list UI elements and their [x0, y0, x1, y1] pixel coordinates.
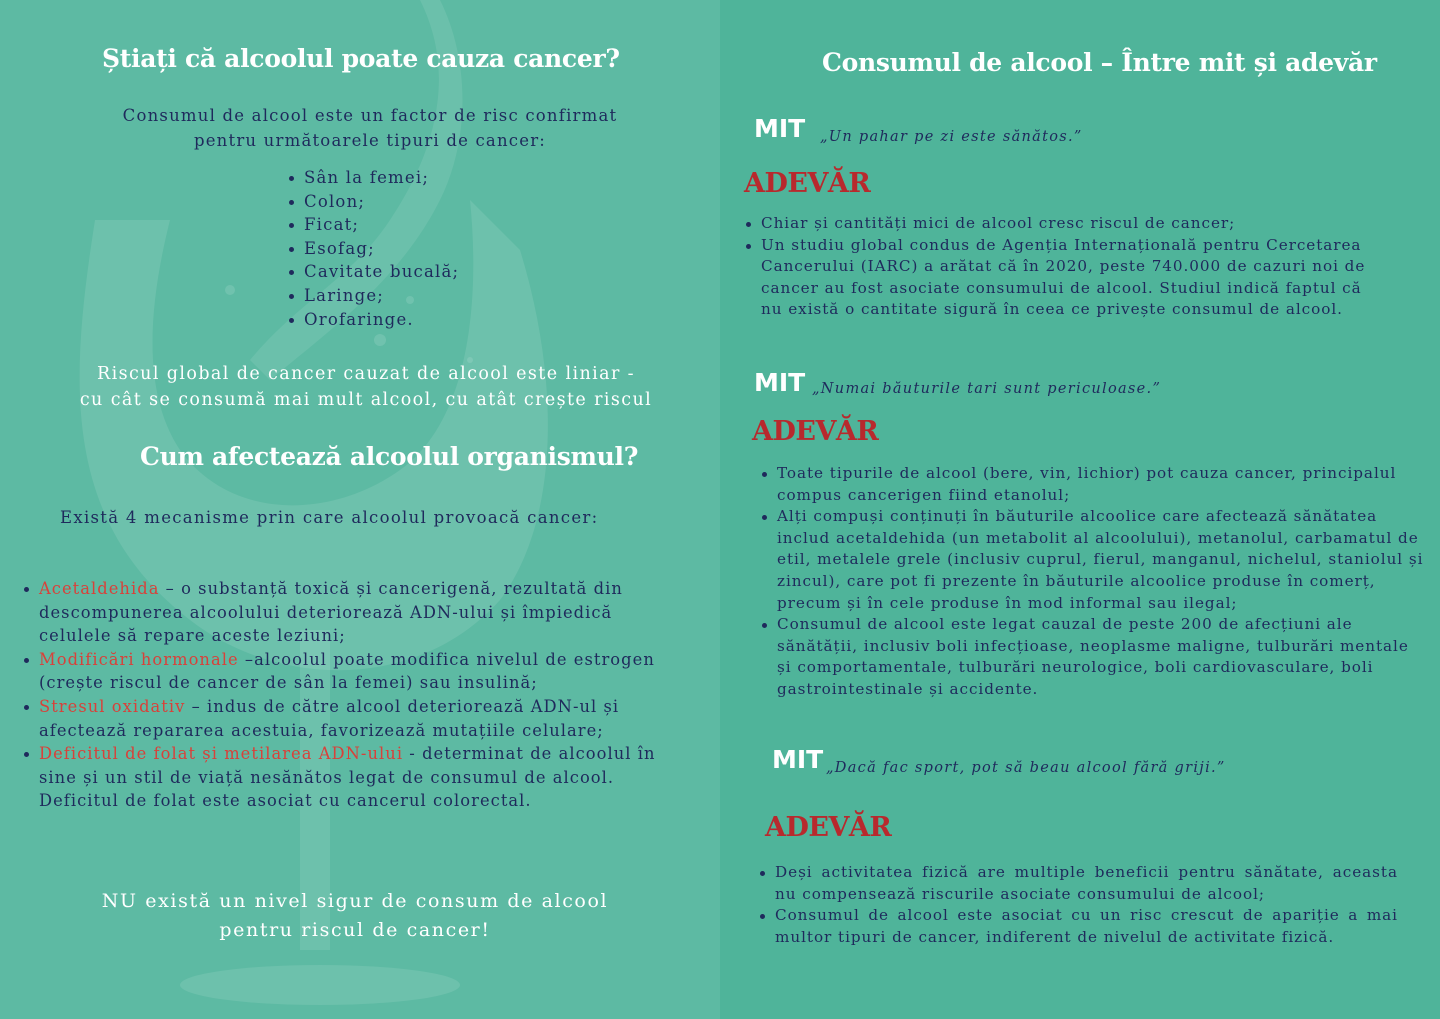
list-item: Colon; — [286, 190, 459, 214]
left-title-cancer: Știați că alcoolul poate cauza cancer? — [102, 44, 620, 73]
list-item — [22, 577, 688, 648]
myth-2-facts — [760, 463, 1424, 701]
risk-line-2: cu cât se consumă mai mult alcool, cu atât crește riscul — [79, 390, 653, 410]
list-item — [22, 648, 688, 695]
mechanism-term: Deficitul de folat și metilarea ADN-ului — [39, 744, 404, 764]
mechanism-text: –alcoolul poate modifica nivelul de estrogen (crește riscul de cancer de sân la femei) sau insulină; — [39, 649, 655, 693]
right-title: Consumul de alcool – Între mit și adevăr — [822, 48, 1377, 77]
list-item: Esofag; — [286, 237, 459, 261]
list-item — [22, 742, 688, 813]
list-item: Un studiu global condus de Agenția Internațională pentru Cercetarea Cancerului (IARC) a arătat că în 2020, peste 740.000 de cazuri noi de cancer au fost asociate consumului de alcool. Studiul indică faptul că nu există o cantitate sigură în ceea ce privește consumul de alcool. — [744, 235, 1384, 321]
myth-quote-1: „Un pahar pe zi este sănătos.” — [820, 129, 1083, 145]
mit-label: MIT — [754, 368, 806, 397]
cancer-types-list — [286, 166, 459, 331]
mechanism-term: Acetaldehida — [39, 579, 160, 598]
list-item: Sân la femei; — [286, 166, 459, 190]
footer-line-1: NU există un nivel sigur de consum de alcool — [101, 890, 609, 912]
risk-line-1: Riscul global de cancer cauzat de alcool este liniar - — [97, 364, 635, 384]
myth-1-facts — [744, 213, 1384, 321]
list-item: Consumul de alcool este legat cauzal de peste 200 de afecțiuni ale sănătății, inclusiv boli infecțioase, neoplasme maligne, tulburări mentale și comportamentale, tulburări neurologice, boli cardiovasculare, boli gastrointestinale și accidente. — [760, 614, 1424, 700]
list-item: Ficat; — [286, 213, 459, 237]
list-item: Alți compuși conținuți în băuturile alcoolice care afectează sănătatea includ acetaldehida (un metabolit al alcoolului), metanolul, carbamatul de etil, metalele grele (inclusiv cuprul, fierul, manganul, nichelul, staniolul și zincul), care pot fi prezente în băuturile alcoolice produse în comerț, precum și în cele produse în mod informal sau ilegal; — [760, 506, 1424, 614]
intro-line-1: Consumul de alcool este un factor de risc confirmat — [122, 106, 618, 125]
list-item: Toate tipurile de alcool (bere, vin, lichior) pot cauza cancer, principalul compus cancerigen fiind etanolul; — [760, 463, 1424, 506]
adevar-label: ADEVĂR — [752, 416, 879, 447]
mechanism-text: – o substanță toxică și cancerigenă, rezultată din descompunerea alcoolului deteriorează ADN-ului și împiedică celulele să repare aceste leziuni; — [39, 579, 623, 646]
mit-label: MIT — [754, 114, 806, 143]
adevar-label: ADEVĂR — [765, 812, 892, 843]
footer-line-2: pentru riscul de cancer! — [219, 919, 491, 941]
list-item: Deși activitatea fizică are multiple beneficii pentru sănătate, aceasta nu compensează riscurile asociate consumului de alcool; — [758, 862, 1398, 905]
list-item: Chiar și cantități mici de alcool cresc riscul de cancer; — [744, 213, 1384, 235]
mechanism-term: Stresul oxidativ — [39, 696, 186, 716]
mechanisms-list — [22, 577, 688, 813]
myth-quote-2: „Numai băuturile tari sunt periculoase.” — [812, 381, 1162, 397]
list-item: Cavitate bucală; — [286, 260, 459, 284]
right-panel — [720, 0, 1440, 1019]
list-item: Orofaringe. — [286, 308, 459, 332]
mechanism-text: - determinat de alcoolul în sine și un stil de viață nesănătos legat de consumul de alcool. Deficitul de folat este asociat cu cancerul colorectal. — [39, 744, 656, 811]
mit-label: MIT — [772, 745, 824, 774]
mechanism-term: Modificări hormonale — [39, 649, 239, 669]
myth-quote-3: „Dacă fac sport, pot să beau alcool fără griji.” — [826, 760, 1226, 776]
list-item: Consumul de alcool este asociat cu un risc crescut de apariție a mai multor tipuri de cancer, indiferent de nivelul de activitate fizică. — [758, 905, 1398, 948]
list-item — [22, 695, 688, 742]
intro-line-2: pentru următoarele tipuri de cancer: — [193, 131, 547, 150]
mechanism-text: – indus de către alcool deteriorează ADN-ul și afectează repararea acestuia, favorizează mutațiile celulare; — [39, 696, 620, 740]
myth-3-facts — [758, 862, 1398, 948]
adevar-label: ADEVĂR — [744, 168, 871, 199]
left-title-organism: Cum afectează alcoolul organismul? — [140, 442, 639, 471]
mechanisms-intro: Există 4 mecanisme prin care alcoolul provoacă cancer: — [60, 508, 599, 527]
list-item: Laringe; — [286, 284, 459, 308]
